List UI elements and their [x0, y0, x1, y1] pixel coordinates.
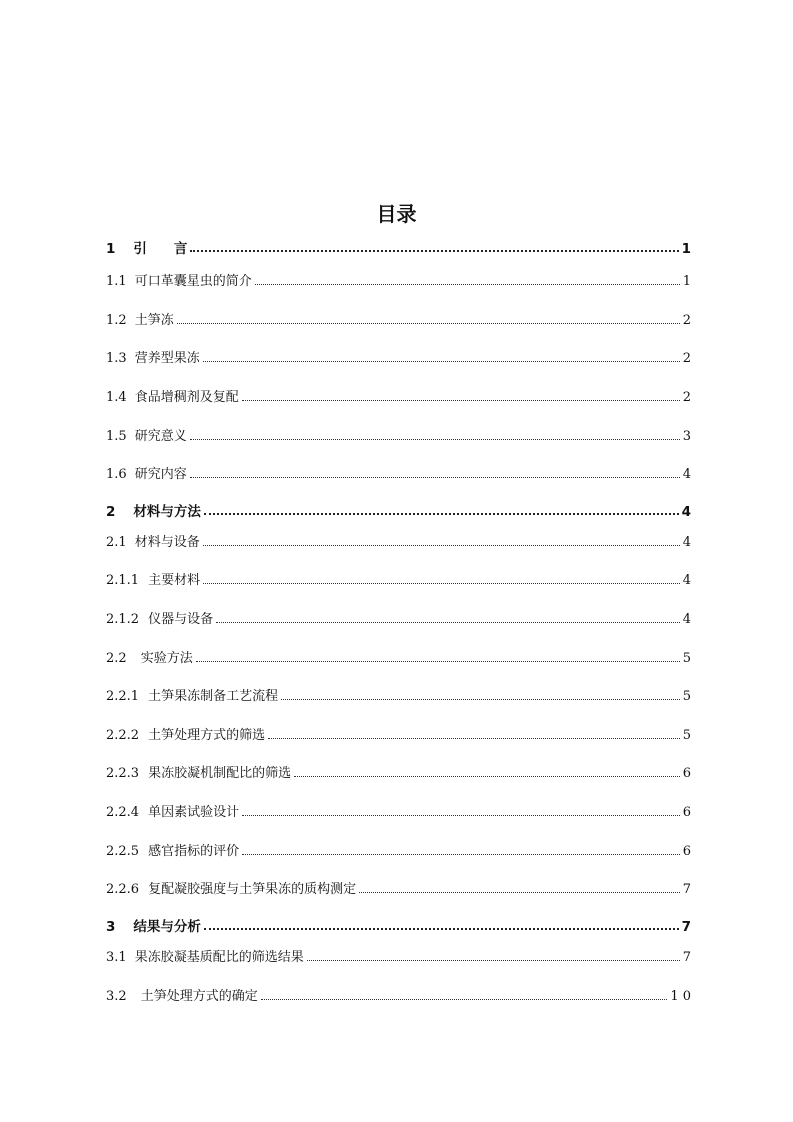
toc-entry[interactable]: [106, 308, 691, 328]
toc-page-number: 4: [682, 573, 691, 588]
toc-entry-label: [106, 801, 239, 820]
toc-entry[interactable]: [106, 800, 691, 820]
toc-page-number: 4: [682, 467, 691, 482]
toc-page-number: 5: [682, 689, 691, 704]
toc-dot-leader: [268, 737, 680, 739]
toc-entry-number: 3.2: [106, 989, 127, 1004]
toc-entry-number: 2.2: [106, 651, 127, 666]
toc-entry[interactable]: [106, 761, 691, 781]
toc-entry-label: [106, 531, 200, 550]
toc-title: 目录: [376, 202, 417, 226]
toc-entry-label: [106, 647, 193, 666]
toc-entry-label: [106, 386, 239, 405]
toc-entry[interactable]: [106, 269, 691, 289]
toc-entry-text: 食品增稠剂及复配: [134, 390, 239, 405]
toc-entry-text: 单因素试验设计: [148, 805, 240, 820]
toc-entry[interactable]: [106, 530, 691, 550]
toc-entry-number: 3.1: [106, 950, 127, 965]
toc-dot-leader: [242, 814, 680, 816]
toc-page-number: 4: [682, 612, 691, 627]
toc-dot-leader: [255, 283, 680, 285]
toc-entry-number: 2.2.6: [106, 882, 140, 897]
toc-entry[interactable]: [106, 984, 691, 1004]
toc-entry[interactable]: [106, 945, 691, 965]
toc-dot-leader: [196, 660, 680, 662]
toc-page-number: 1: [682, 274, 691, 289]
toc-entry-text: 主要材料: [148, 573, 201, 588]
toc-entry-label: [106, 309, 174, 328]
toc-page-number: 7: [681, 919, 691, 935]
toc-entry-label: [106, 463, 187, 482]
toc-dot-leader: [203, 544, 680, 546]
toc-entry-text: 土笋处理方式的确定: [140, 989, 258, 1004]
toc-dot-leader: [216, 621, 680, 623]
toc-entry-text: 土笋冻: [134, 313, 174, 328]
toc-dot-leader: [190, 438, 680, 440]
toc-entry-text: 材料与设备: [134, 535, 200, 550]
toc-entry-label: [106, 608, 213, 627]
toc-page-number: 1: [681, 241, 691, 257]
toc-dot-leader: [204, 927, 679, 930]
toc-entry-number: 2.2.3: [106, 766, 140, 781]
toc-entry-label: [106, 569, 200, 588]
toc-entry-number: 2.1.2: [106, 612, 140, 627]
toc-entry-number: 2.2.5: [106, 844, 140, 859]
toc-entry-number: 1: [106, 241, 116, 257]
toc-entry-label: [106, 762, 291, 781]
toc-entry[interactable]: [106, 568, 691, 588]
toc-entry[interactable]: [106, 607, 691, 627]
toc-entry[interactable]: [106, 839, 691, 859]
toc-entry-number: 1.4: [106, 390, 127, 405]
toc-entry-label: [106, 685, 278, 704]
toc-dot-leader: [242, 853, 680, 855]
toc-dot-leader: [190, 476, 680, 478]
toc-entry-text: 结果与分析: [133, 919, 201, 935]
toc-entry-number: 2.1: [106, 535, 127, 550]
toc-entry[interactable]: [106, 385, 691, 405]
toc-entry-text: 实验方法: [140, 651, 193, 666]
toc-page-number: 2: [682, 390, 691, 405]
toc-page-number: 7: [682, 882, 691, 897]
toc-page-number: 1 0: [670, 989, 691, 1004]
toc-entry-label: [106, 985, 258, 1004]
toc-entry-number: 3: [106, 919, 116, 935]
toc-page-number: 7: [682, 950, 691, 965]
toc-entry-number: 2.2.4: [106, 805, 140, 820]
toc-entry-text: 果冻胶凝机制配比的筛选: [148, 766, 292, 781]
toc-entry[interactable]: [106, 500, 691, 520]
toc-entry-text: 土笋处理方式的筛选: [148, 728, 266, 743]
toc-entry-text: 研究内容: [134, 467, 187, 482]
toc-page-number: 5: [682, 651, 691, 666]
toc-entry-label: [106, 946, 304, 965]
toc-entry-text: 感官指标的评价: [148, 844, 240, 859]
toc-entry-text: 研究意义: [134, 429, 187, 444]
toc-entry[interactable]: [106, 462, 691, 482]
toc-dot-leader: [294, 775, 680, 777]
toc-entry-label: [106, 878, 356, 897]
toc-entry-label: [106, 270, 252, 289]
toc-entry[interactable]: [106, 346, 691, 366]
toc-entry-number: 1.2: [106, 313, 127, 328]
toc-entry-label: [106, 500, 201, 520]
toc-dot-leader: [203, 360, 680, 362]
toc-entry-text: 引 言: [133, 241, 188, 257]
toc-dot-leader: [359, 891, 680, 893]
toc-entry-number: 2.1.1: [106, 573, 140, 588]
toc-entry-number: 1.3: [106, 351, 127, 366]
toc-dot-leader: [307, 959, 680, 961]
toc-entry-label: [106, 915, 201, 935]
toc-entry-label: [106, 840, 239, 859]
toc-entry-text: 营养型果冻: [134, 351, 200, 366]
toc-entry-number: 2.2.1: [106, 689, 140, 704]
toc-page-number: 6: [682, 844, 691, 859]
toc-entry[interactable]: [106, 646, 691, 666]
toc-entry-label: [106, 724, 265, 743]
toc-dot-leader: [190, 249, 678, 252]
toc-page-number: 3: [682, 429, 691, 444]
toc-entry-number: 2.2.2: [106, 728, 140, 743]
toc-entry[interactable]: [106, 237, 691, 257]
toc-page-number: 5: [682, 728, 691, 743]
toc-entry-text: 果冻胶凝基质配比的筛选结果: [134, 950, 304, 965]
toc-dot-leader: [204, 512, 679, 515]
toc-entry[interactable]: [106, 684, 691, 704]
toc-entry-number: 1.6: [106, 467, 127, 482]
toc-entry-number: 2: [106, 504, 116, 520]
toc-entry-text: 材料与方法: [133, 504, 201, 520]
toc-dot-leader: [203, 582, 680, 584]
toc-page-number: 4: [682, 535, 691, 550]
toc-entry-label: [106, 425, 187, 444]
toc-dot-leader: [261, 998, 668, 1000]
toc-dot-leader: [242, 399, 680, 401]
toc-entry-text: 复配凝胶强度与土笋果冻的质构测定: [148, 882, 357, 897]
toc-entry-text: 土笋果冻制备工艺流程: [148, 689, 279, 704]
toc-entry-label: [106, 237, 187, 257]
toc-dot-leader: [281, 698, 680, 700]
toc-entry[interactable]: [106, 915, 691, 935]
toc-entry[interactable]: [106, 723, 691, 743]
toc-page-number: 6: [682, 766, 691, 781]
toc-entry-number: 1.5: [106, 429, 127, 444]
toc-dot-leader: [177, 322, 680, 324]
toc-entry-text: 可口革囊星虫的简介: [134, 274, 252, 289]
toc-page-number: 2: [682, 351, 691, 366]
toc-page-number: 2: [682, 313, 691, 328]
toc-entry-number: 1.1: [106, 274, 127, 289]
toc-entry[interactable]: [106, 877, 691, 897]
toc-entry[interactable]: [106, 424, 691, 444]
toc-entry-text: 仪器与设备: [148, 612, 214, 627]
toc-page-number: 4: [681, 504, 691, 520]
toc-page-number: 6: [682, 805, 691, 820]
toc-entry-label: [106, 347, 200, 366]
